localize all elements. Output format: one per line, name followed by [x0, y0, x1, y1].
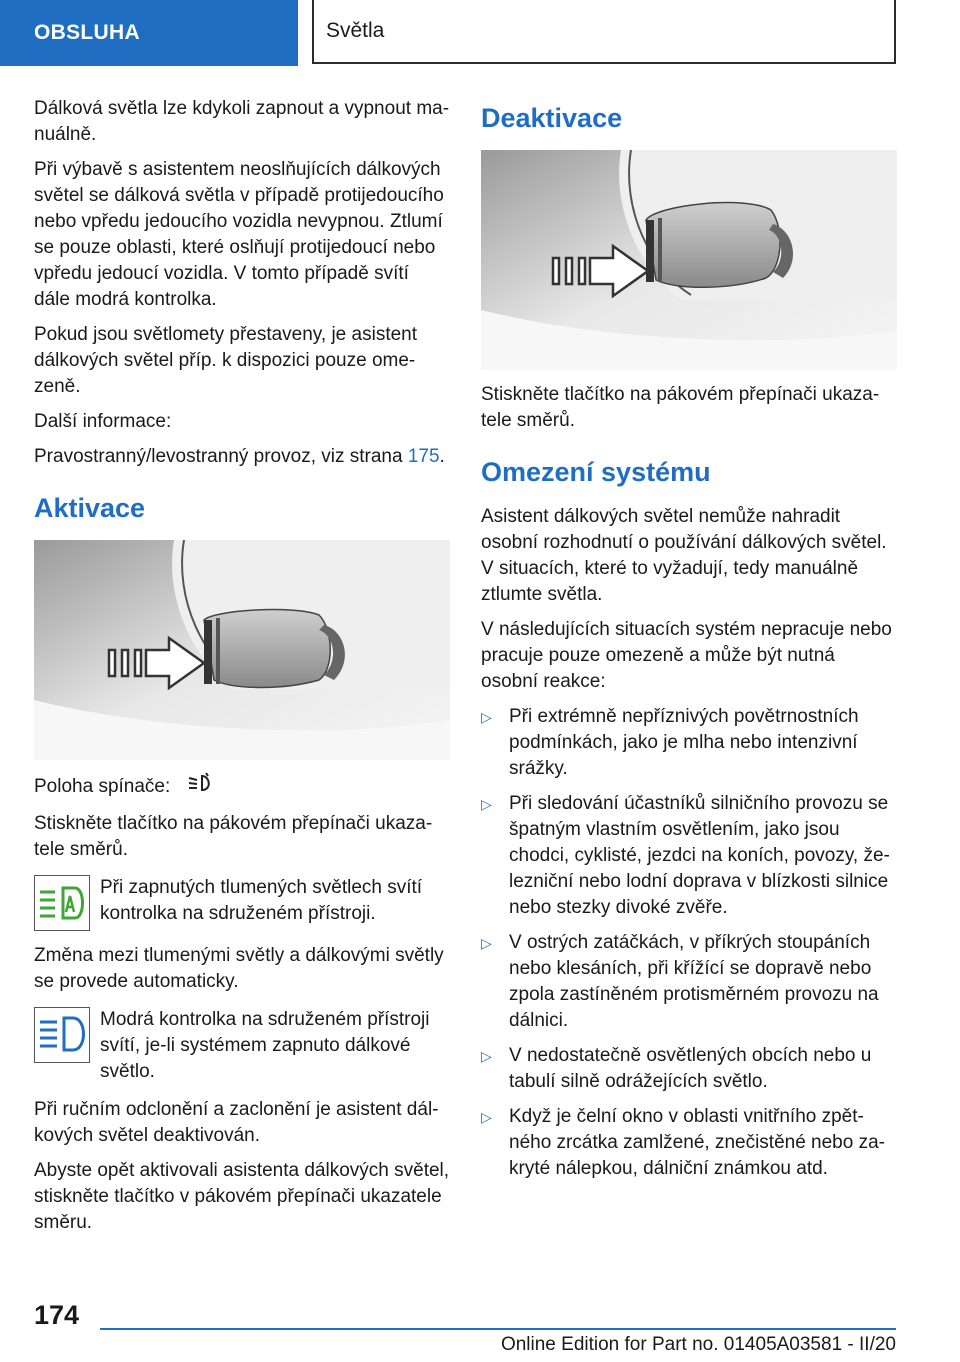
- intro-paragraph-1: Dálková světla lze kdykoli zapnout a vypnout ma-nuálně.: [34, 98, 450, 145]
- intro-paragraph-3: Pokud jsou světlomety přestaveny, je asistent dálkových světel příp. k dispozici pouze ome-zeně.: [34, 324, 418, 397]
- switch-position-label: Poloha spínače:: [34, 776, 171, 798]
- list-item-text: Při sledování účastníků silničního provozu se špatným vlastním osvětlením, jako jsou chodci, cyklisté, jezdci na koních, povozy, že-lezniční nebo lodní doprava v blízkosti silnice nebo stezky divoké zvěře.: [509, 793, 890, 918]
- turn-signal-lever-illustration: [34, 540, 450, 760]
- list-item-text: Při extrémně nepříznivých povětrnostních podmínkách, jako je mlha nebo intenzivní srážky.: [509, 706, 859, 779]
- section-tab: OBSLUHA: [0, 0, 298, 66]
- list-item-text: V nedostatečně osvětlených obcích nebo u tabulí silně odrážejících světlo.: [509, 1045, 872, 1092]
- triangle-right-icon: ▷: [481, 796, 492, 812]
- triangle-right-icon: ▷: [481, 1109, 492, 1125]
- manual-text: Při ručním odclonění a zaclonění je asistent dál-kových světel deaktivován.: [34, 1099, 439, 1146]
- right-column: [481, 96, 897, 1191]
- list-item: [481, 930, 897, 1034]
- green-indicator-row: [34, 875, 450, 931]
- green-indicator-text: Při zapnutých tlumených světlech svítí kontrolka na sdruženém přístroji.: [100, 877, 423, 924]
- reference-end: .: [439, 446, 445, 467]
- more-info-label: Další informace:: [34, 411, 172, 432]
- page-number: 174: [34, 1300, 80, 1330]
- deactivation-heading: Deaktivace: [481, 103, 623, 133]
- auto-high-beam-icon: [188, 772, 214, 802]
- deactivation-press-button: Stiskněte tlačítko na pákovém přepínači ukaza-tele směrů.: [481, 384, 880, 431]
- turn-signal-lever-illustration-2: [481, 150, 897, 370]
- triangle-right-icon: ▷: [481, 1048, 492, 1064]
- intro-paragraph-2: Při výbavě s asistentem neoslňujících dálkových světel se dálková světla v případě protijedoucího nebo vpředu jedoucího vozidla nevypnou. Ztlumí se pouze oblasti, které oslňují protijedoucí nebo vpředu jedoucí vozidla. V tomto případě svítí dále modrá kontrolka.: [34, 159, 444, 310]
- limits-paragraph-1: Asistent dálkových světel nemůže nahradit osobní rozhodnutí o používání dálkových světel. V situacích, které to vyžadují, tedy manuálně ztlumte světla.: [481, 506, 887, 605]
- footer-edition: Online Edition for Part no. 01405A03581 - II/20: [500, 1334, 896, 1355]
- reference-line: [34, 444, 450, 470]
- low-beam-assist-icon: [34, 875, 90, 931]
- triangle-right-icon: ▷: [481, 709, 492, 725]
- list-item-text: Když je čelní okno v oblasti vnitřního zpět-ného zrcátka zamlžené, znečistěné nebo za-kryté nálepkou, dálniční známkou atd.: [509, 1106, 885, 1179]
- activation-illustration: [34, 540, 450, 760]
- limits-heading: Omezení systému: [481, 457, 711, 487]
- reference-text: Pravostranný/levostranný provoz, viz strana: [34, 446, 408, 467]
- blue-indicator-row: [34, 1007, 450, 1085]
- triangle-right-icon: ▷: [481, 935, 492, 951]
- activation-press-button: Stiskněte tlačítko na pákovém přepínači ukaza-tele směrů.: [34, 813, 433, 860]
- activation-heading: Aktivace: [34, 493, 146, 523]
- list-item: [481, 1104, 897, 1182]
- reactivate-text: Abyste opět aktivovali asistenta dálkových světel, stiskněte tlačítko v pákovém přepínači ukazatele směru.: [34, 1160, 450, 1233]
- footer-divider: [100, 1328, 896, 1330]
- blue-indicator-text: Modrá kontrolka na sdruženém přístroji svítí, je-li systémem zapnuto dálkové světlo.: [100, 1009, 430, 1082]
- limits-list: [481, 704, 897, 1182]
- chapter-title: Světla: [312, 0, 896, 64]
- list-item-text: V ostrých zatáčkách, v příkrých stoupáních nebo klesáních, při křížící se dopravě nebo zpola zastíněném protisměrném provozu na dálnici.: [509, 932, 879, 1031]
- left-column: [34, 96, 450, 1245]
- page-reference-link[interactable]: 175: [407, 446, 440, 467]
- limits-paragraph-2: V následujících situacích systém nepracuje nebo pracuje pouze omezeně a může být nutná osobní reakce:: [481, 619, 892, 692]
- deactivation-illustration: [481, 150, 897, 370]
- change-text: Změna mezi tlumenými světly a dálkovými světly se provede automaticky.: [34, 945, 444, 992]
- switch-position-line: [34, 772, 450, 802]
- list-item: [481, 1043, 897, 1095]
- high-beam-icon: [34, 1007, 90, 1063]
- list-item: [481, 791, 897, 921]
- list-item: [481, 704, 897, 782]
